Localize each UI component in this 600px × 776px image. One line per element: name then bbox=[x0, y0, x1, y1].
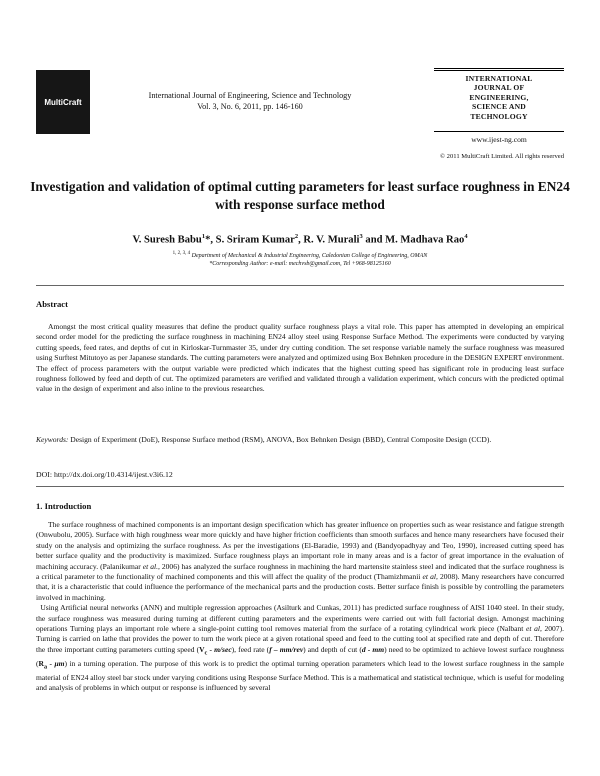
symbol-sub: a bbox=[43, 663, 48, 671]
multicraft-logo bbox=[36, 70, 90, 134]
ijest-line: JOURNAL OF bbox=[473, 83, 525, 93]
ijest-title-block bbox=[434, 74, 564, 121]
paper-title: Investigation and validation of optimal cutting parameters for least surface roughness in EN24 with response surface method bbox=[30, 179, 570, 212]
divider bbox=[36, 486, 564, 487]
journal-volume: Vol. 3, No. 6, 2011, pp. 146-160 bbox=[197, 101, 303, 111]
author-name: M. Madhava Rao bbox=[385, 234, 465, 246]
abstract-text: Amongst the most critical quality measures that define the product quality surface roughness plays a vital role. This paper has attempted in developing an empirical second order model for the predicting the surface roughness in machining EN24 alloy steel using Response Surface Method. The experiments were conducted by varying cutting speeds, feed rates, and depths of cut in Kirloskar-Turnmaster 35, under dry cutting condition. The set response variable namely the surface roughness was measured using Surftest Mitutoyo as per Japanese standards. The cutting parameters were analyzed and optimized using Box Behnken procedure in the DESIGN EXPERT environment. The effect of process parameters with the output variable were predicted which indicates that the highest cutting speed has significant role in producing least surface roughness followed by feed and depth of cut. The optimized parameters are verified and validated through a validation experiment, which concurs with the predicted optimal value in the design of experiment and also inline to the previous researches. bbox=[36, 322, 564, 394]
author-sup: 3 bbox=[359, 233, 363, 240]
abstract-heading: Abstract bbox=[36, 299, 68, 309]
author-sup: 2 bbox=[294, 233, 299, 240]
author-name: S. Sriram Kumar bbox=[215, 234, 295, 246]
ijest-rule-top bbox=[434, 68, 564, 71]
text-run: ) in a turning operation. The purpose of this work is to predict the optimal turning operation parameters which lead to the lowest surface roughness in the sample material of EN24 alloy steel bar stock under varying conditions using Response Surface Method. This is a mathematical and statistical technique, which is useful for modeling and analysis of problems in which output or response is influenced by several bbox=[36, 658, 564, 693]
abstract-body bbox=[36, 322, 564, 395]
text-run: , 2007). Turning is carried on lathe that provides the power to turn the work piece at a given rotational speed and feed to the cutting tool at specified rate and depth of cut. Therefore the three important cutting parameters cutting speed ( bbox=[36, 624, 564, 654]
keywords-text: Design of Experiment (DoE), Response Surface method (RSM), ANOVA, Box Behnken Design (BBD), Central Composite Design (CCD). bbox=[68, 435, 492, 444]
introduction-body bbox=[36, 520, 564, 694]
journal-citation bbox=[120, 91, 380, 112]
author-name: R. V. Murali bbox=[303, 234, 360, 246]
ijest-rule-bottom bbox=[434, 131, 564, 132]
unit-text: - μm bbox=[47, 658, 65, 668]
ijest-line: ENGINEERING, bbox=[469, 92, 529, 102]
text-run: ) need to be optimized to achieve lowest surface roughness ( bbox=[36, 644, 564, 668]
intro-paragraph-2 bbox=[36, 603, 564, 693]
symbol-sub: c bbox=[204, 649, 208, 657]
unit-text: f – mm/rev bbox=[269, 644, 304, 654]
copyright-notice: © 2011 MultiCraft Limited. All rights reserved bbox=[440, 153, 564, 160]
ijest-line: SCIENCE AND bbox=[472, 102, 526, 112]
unit-text: - m/sec bbox=[207, 644, 232, 654]
text-run: ), feed rate ( bbox=[231, 644, 270, 654]
text-run: Using Artificial neural networks (ANN) and multiple regression approaches (Asilturk and Cunkas, 2011) has predicted surface roughness of AISI 1040 steel. In their study, the surface roughness was measured during turning at different cutting parameters and the experiments were carried out with full factorial design. Amongst machining operations Turning plays an important role where a single-point cutting tool removes material from the surface of a rotating cylindrical work piece (Nalbant bbox=[36, 603, 564, 634]
intro-paragraph-1 bbox=[36, 520, 564, 603]
text-run: , 2008). Many researchers have concurred that, it is a characteristic that could influence the performance of the mechanical parts and the production costs. Better surface finish is possible by controlling the parameters involved in machining. bbox=[36, 572, 564, 602]
unit-text: d - mm bbox=[361, 644, 385, 654]
divider bbox=[36, 285, 564, 286]
keywords-label: Keywords: bbox=[36, 435, 69, 444]
author-name: V. Suresh Babu bbox=[132, 234, 202, 246]
introduction-heading: 1. Introduction bbox=[36, 501, 92, 511]
symbol-vc: V bbox=[199, 644, 205, 654]
symbol-ra: R bbox=[38, 658, 44, 668]
keywords bbox=[36, 435, 564, 445]
ijest-line: TECHNOLOGY bbox=[470, 111, 528, 121]
affiliation-line: Department of Mechanical & Industrial Engineering, Caledonian College of Engineering, OMAN bbox=[191, 253, 428, 259]
author-sup: 4 bbox=[464, 233, 468, 240]
text-run-italic: et al bbox=[422, 572, 436, 582]
author-separator: , bbox=[298, 234, 304, 246]
affiliation-sups: 1, 2, 3, 4 bbox=[172, 251, 191, 256]
corresponding-mark: * bbox=[205, 234, 211, 246]
text-run: ) and depth of cut ( bbox=[303, 644, 362, 654]
text-run-italic: et al. bbox=[142, 561, 158, 571]
logo-text: MultiCraft bbox=[44, 97, 82, 107]
doi-link[interactable]: DOI: http://dx.doi.org/10.4314/ijest.v3i6.12 bbox=[36, 470, 173, 479]
author-list bbox=[30, 233, 570, 246]
corresponding-author-line: *Corresponding Author: e-mail: mechvsb@gmail.com, Tel +968-98125160 bbox=[209, 261, 391, 268]
author-sup: 1 bbox=[201, 233, 206, 240]
text-run: , 2006) has analyzed the surface roughness in machining the hard martensite stainless steel and indicated that the surface roughness is a critical parameter to the functionality of machined components and this will affect the quality of the product (Thamizhmanii bbox=[36, 561, 564, 582]
affiliation bbox=[30, 250, 570, 269]
author-separator: and bbox=[362, 234, 386, 246]
author-separator: , bbox=[210, 234, 216, 246]
ijest-line: INTERNATIONAL bbox=[465, 74, 533, 83]
text-run-italic: et al bbox=[525, 624, 540, 634]
journal-name: International Journal of Engineering, Science and Technology bbox=[148, 91, 352, 100]
text-run: The surface roughness of machined components is an important design specification which has greater influence on properties such as wear resistance and fatigue strength (Onwubolu, 2005). Surface with high roughness wear more quickly and have higher friction coefficients than smooth surfaces and hence many researchers have focused their study on the analysis and optimizing the surface roughness. As per the investigations (El-Baradie, 1993) and (Bandyopadhyay and Teo, 1990), increased cutting speed has better surface quality and the productivity is maximized. Surface roughness plays an important role in many areas and is a factor of great importance in the evaluation of machining accuracy. (Palanikumar bbox=[36, 520, 564, 571]
journal-website[interactable]: www.ijest-ng.com bbox=[471, 135, 527, 144]
